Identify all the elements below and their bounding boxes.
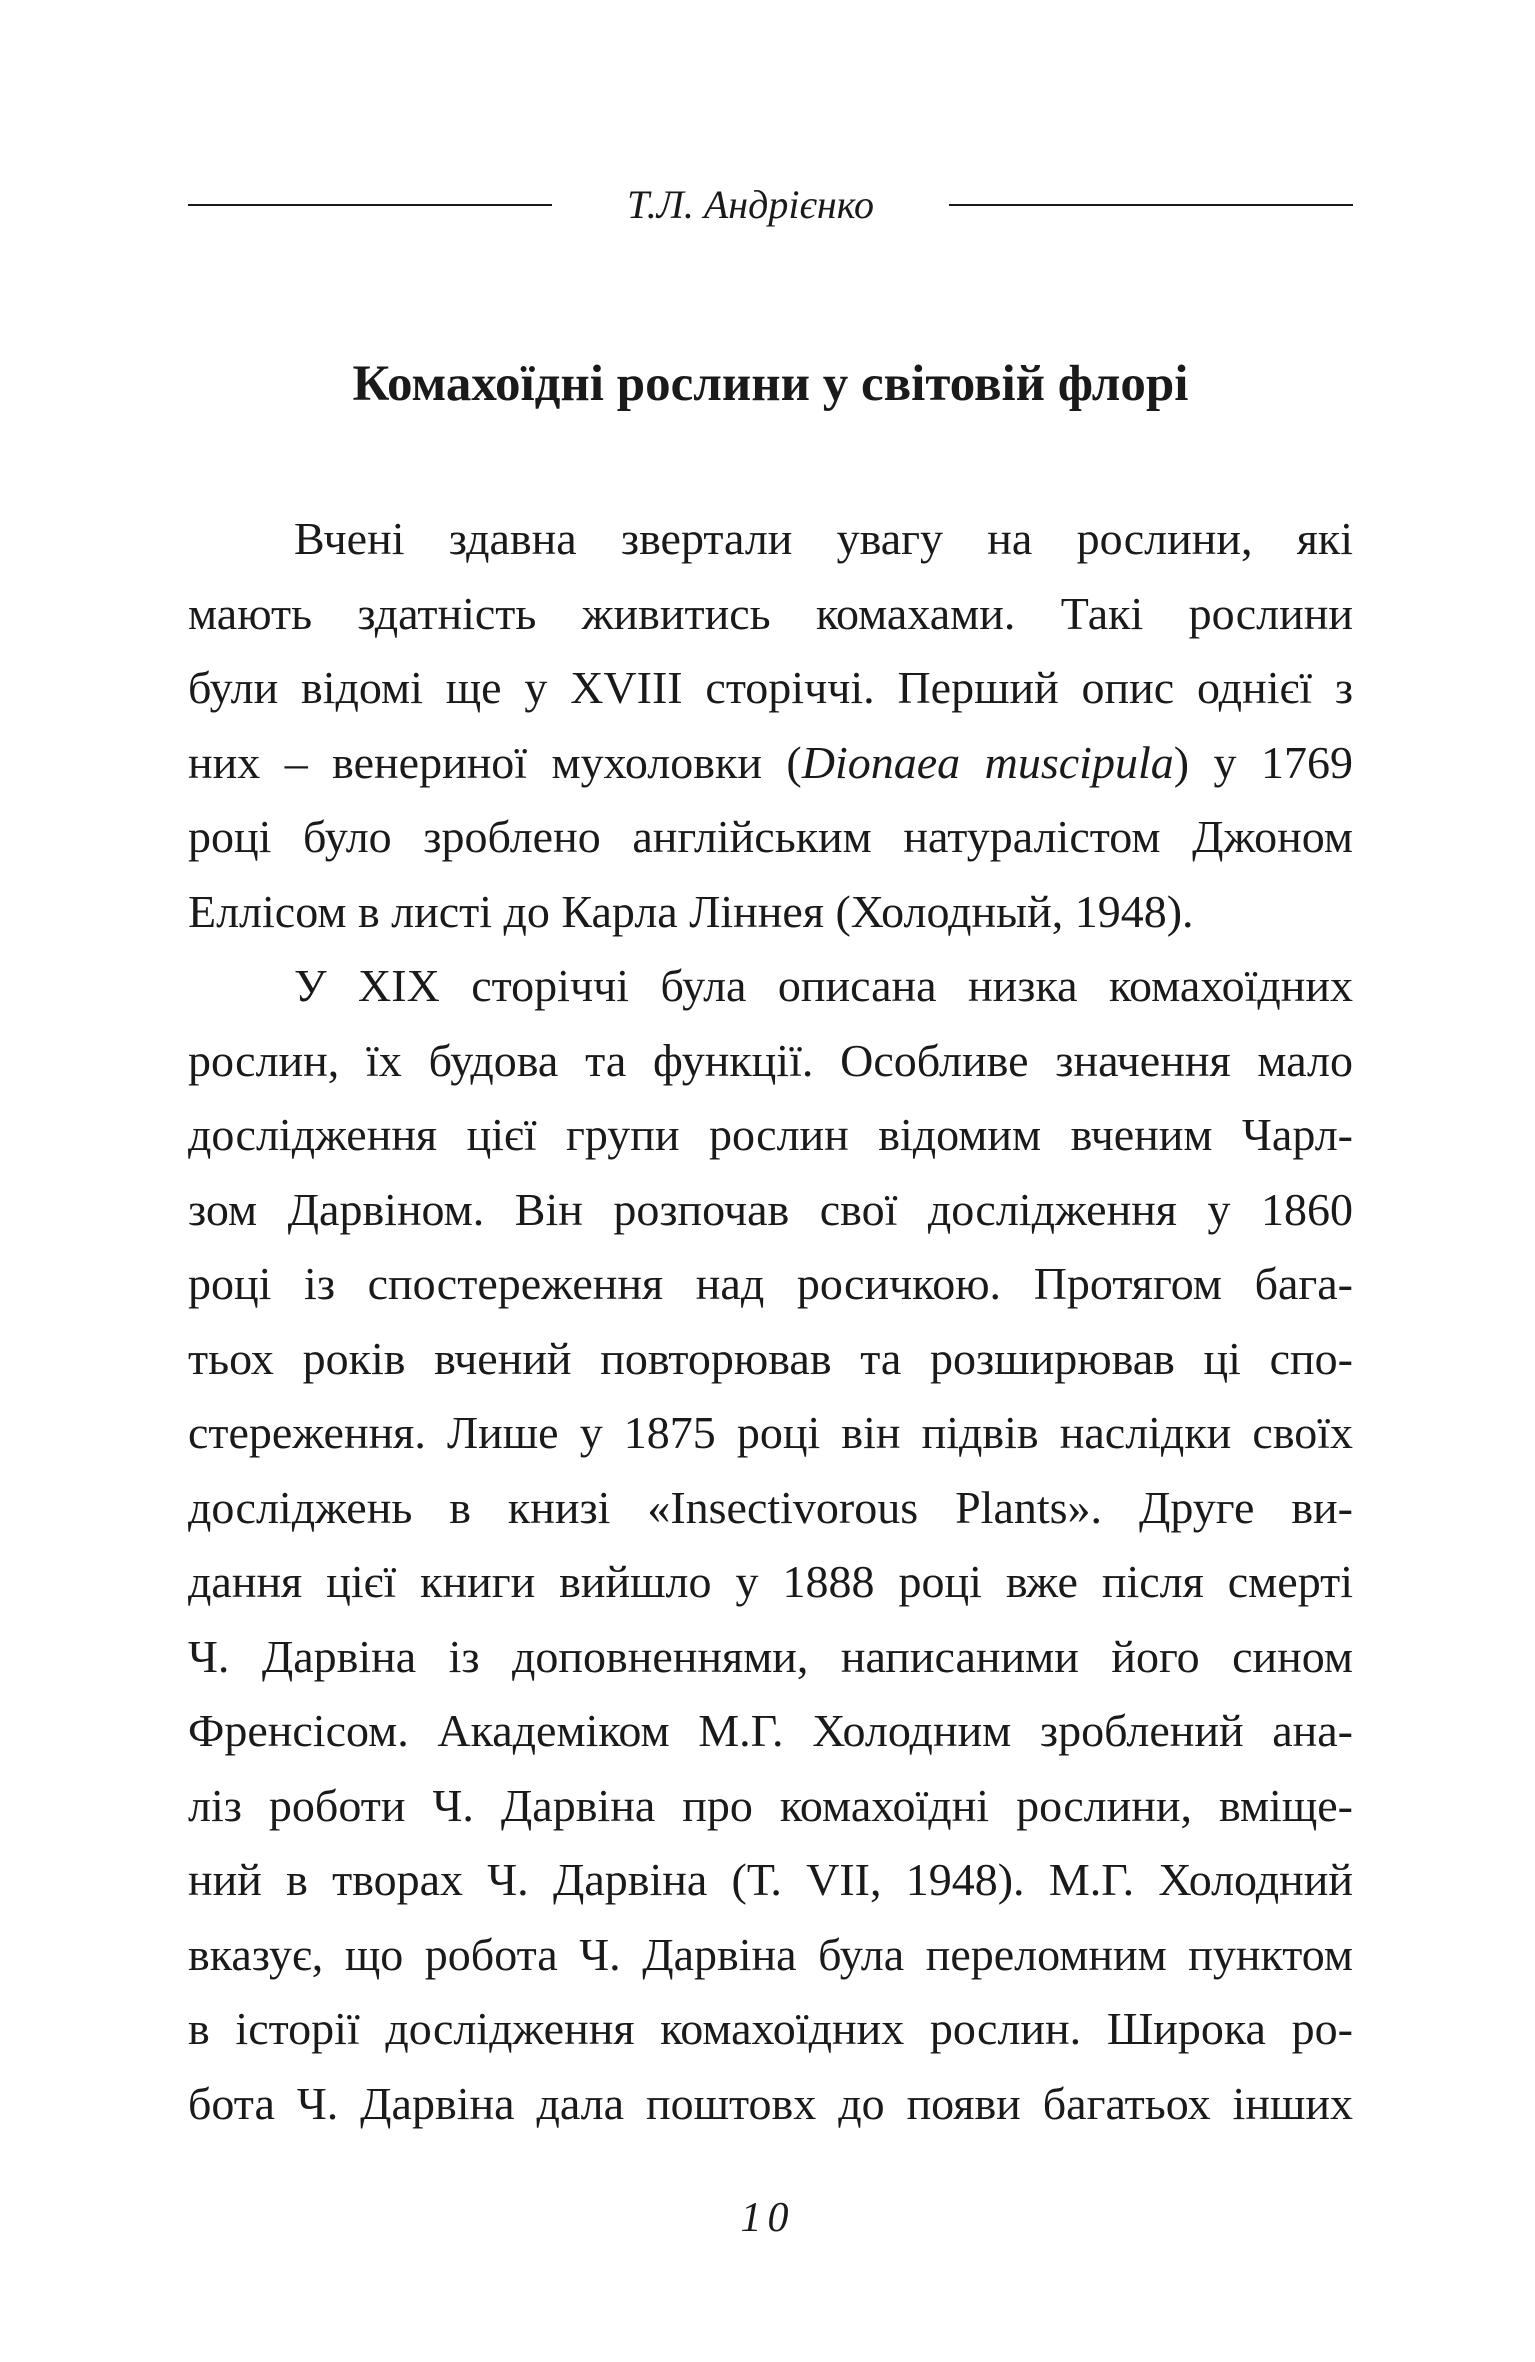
text-line: Ч. Дарвіна із доповненнями, написаними його сином <box>188 1630 1353 1682</box>
text-line <box>188 726 1353 801</box>
text-run: них – венериної мухоловки ( <box>188 736 802 788</box>
text-line: ний в творах Ч. Дарвіна (Т. VII, 1948). М.Г. Холодний <box>188 1854 1353 1905</box>
section-title: Комахоїдні рослини у світовій флорі <box>352 356 1189 412</box>
text-line: тьох років вчений повторював та розширював ці спо- <box>188 1332 1353 1384</box>
text-line: в історії дослідження комахоїдних рослин. Широка ро- <box>188 2003 1353 2054</box>
running-header <box>188 170 1353 240</box>
text-line: році із спостереження над росичкою. Протягом бага- <box>188 1258 1353 1309</box>
text-line: вказує, що робота Ч. Дарвіна була переломним пунктом <box>188 1928 1353 1980</box>
text-run: ) у 1769 <box>1173 736 1353 788</box>
species-name: Dionaea muscipula <box>801 736 1174 788</box>
header-rule-left <box>188 204 552 206</box>
text-line: досліджень в книзі «Insectivorous Plants». Друге ви- <box>188 1481 1353 1533</box>
body-text <box>188 502 1353 2141</box>
text-line: Френсісом. Академіком М.Г. Холодним зроблений ана- <box>188 1705 1353 1756</box>
text-line: Еллісом в листі до Карла Ліннея (Холодный, 1948). <box>188 885 1194 937</box>
page-number: 10 <box>740 2195 795 2241</box>
running-author: Т.Л. Андрієнко <box>627 182 874 227</box>
text-line: мають здатність живитись комахами. Такі рослини <box>188 587 1353 639</box>
text-line: році було зроблено англійським натуралістом Джоном <box>188 811 1353 862</box>
text-line: дослідження цієї групи рослин відомим вченим Чарл- <box>188 1109 1353 1160</box>
text-line: У XIX сторіччі була описана низка комахоїдних <box>294 960 1353 1011</box>
paragraph-2 <box>188 949 1353 2141</box>
text-line: бота Ч. Дарвіна дала поштовх до появи багатьох інших <box>188 2077 1353 2129</box>
text-line: Вчені здавна звертали увагу на рослини, які <box>294 513 1353 564</box>
text-line: зом Дарвіном. Він розпочав свої дослідження у 1860 <box>188 1183 1353 1235</box>
text-line: рослин, їх будова та функції. Особливе значення мало <box>188 1034 1353 1086</box>
paragraph-1 <box>188 502 1353 949</box>
header-rule-right <box>949 204 1353 206</box>
text-line: дання цієї книги вийшло у 1888 році вже після смерті <box>188 1556 1353 1607</box>
text-line: ліз роботи Ч. Дарвіна про комахоїдні рослини, вміще- <box>188 1779 1353 1831</box>
text-line: стереження. Лише у 1875 році він підвів наслідки своїх <box>188 1407 1353 1458</box>
text-line: були відомі ще у XVIII сторіччі. Перший опис однієї з <box>188 662 1353 713</box>
